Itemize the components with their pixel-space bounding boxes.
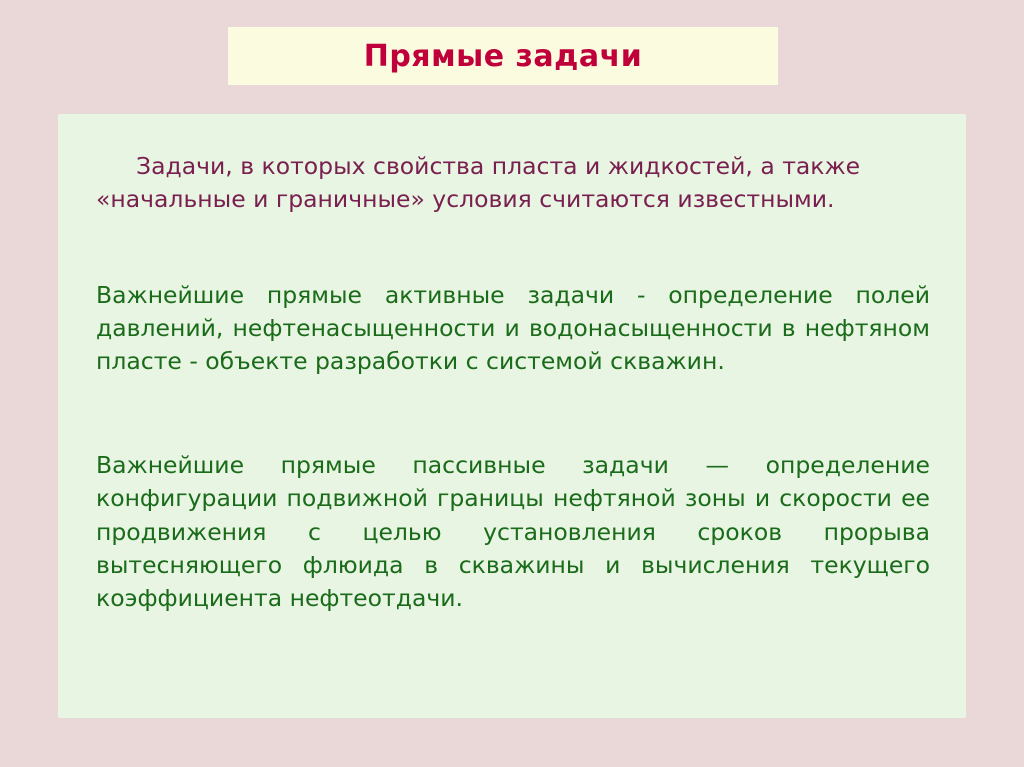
paragraph-passive-tasks: Важнейшие прямые пассивные задачи — определение конфигурации подвижной границы нефтяной зоны и скорости ее продвижения с целью установления сроков прорыва вытесняющего флюида в скважины и вычисления текущего коэффициента нефтеотдачи. [96, 450, 930, 613]
content-panel [58, 114, 966, 718]
paragraph-intro: Задачи, в которых свойства пласта и жидкостей, а также «начальные и граничные» условия считаются известными. [96, 152, 861, 214]
page-title: Прямые задачи [363, 38, 643, 74]
paragraph-active-tasks: Важнейшие прямые активные задачи - определение полей давлений, нефтенасыщенности и водонасыщенности в нефтяном пласте - объекте разработки с системой скважин. [96, 280, 930, 376]
title-band [228, 27, 778, 85]
